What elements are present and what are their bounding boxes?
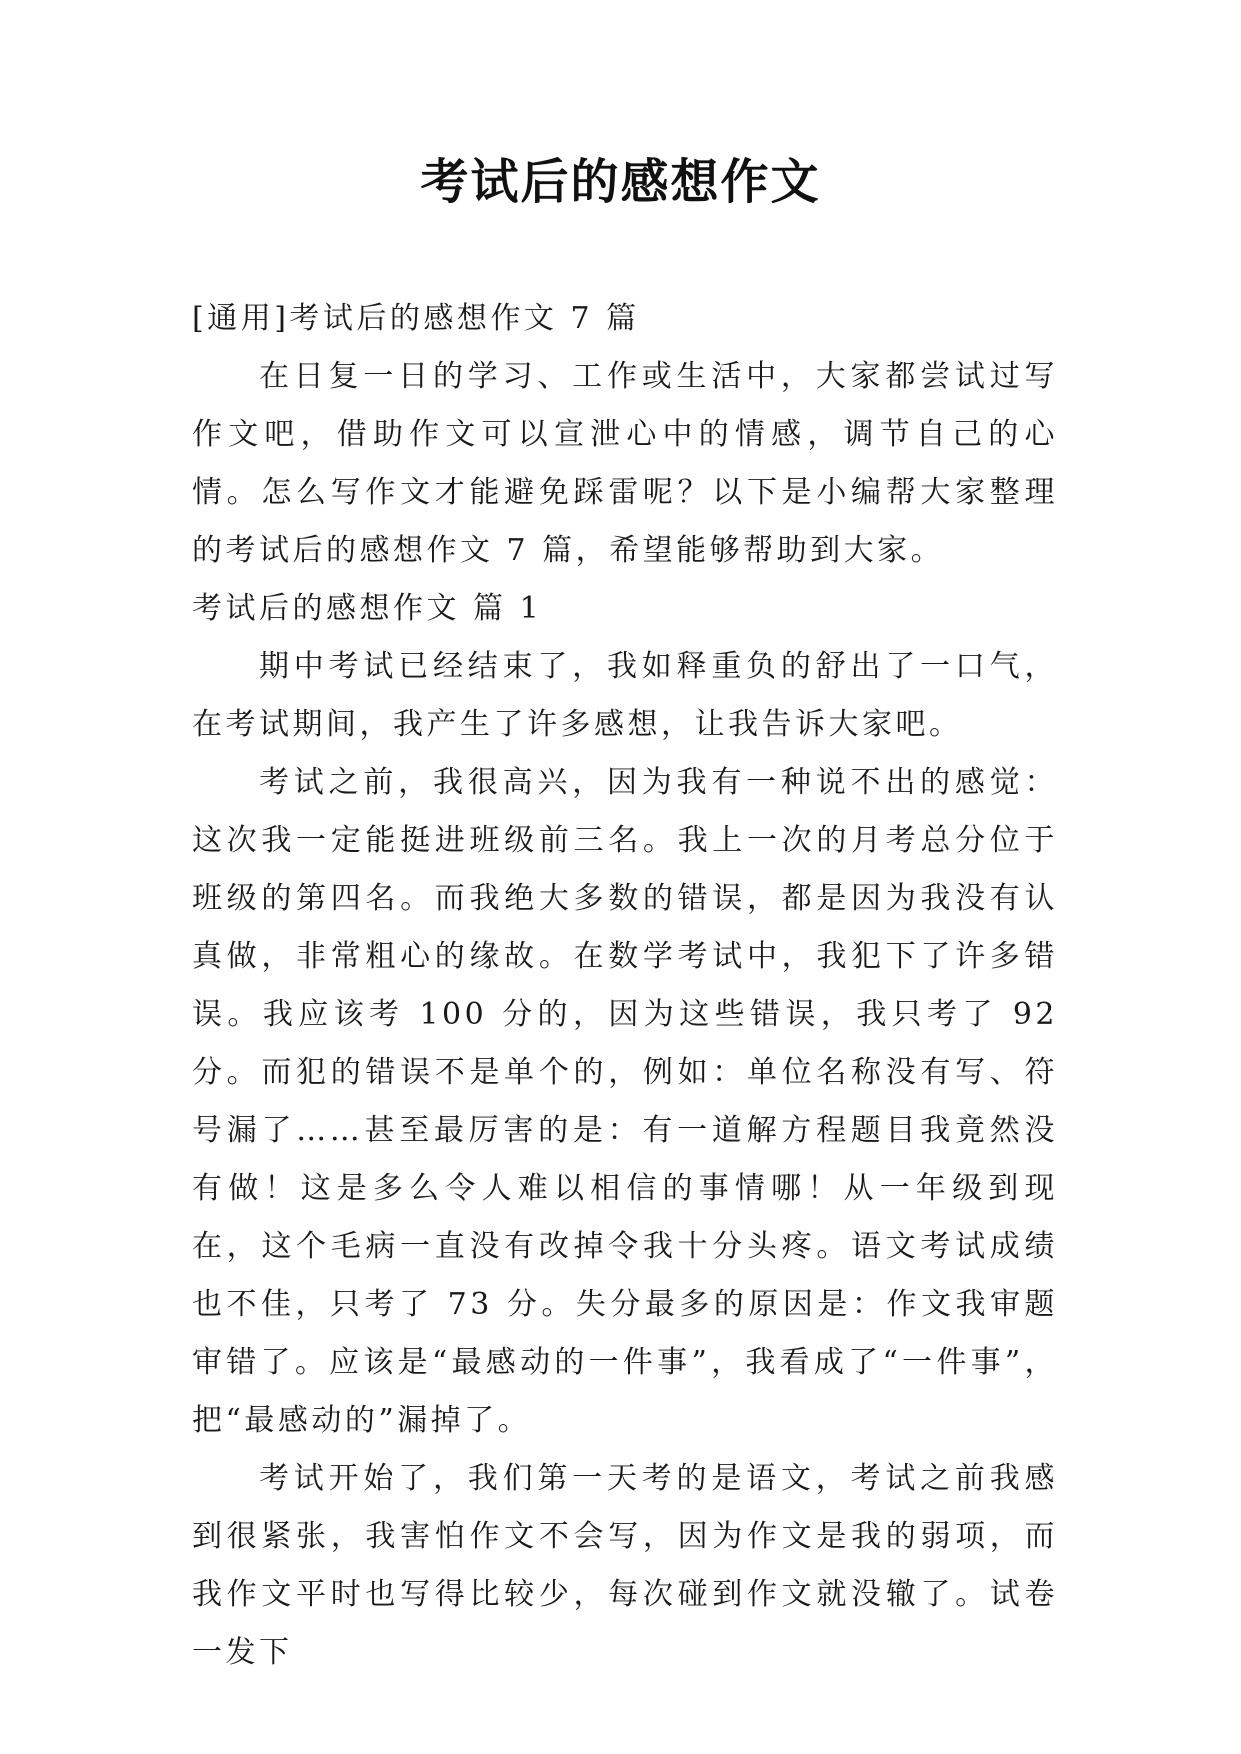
body-paragraph: 期中考试已经结束了，我如释重负的舒出了一口气，在考试期间，我产生了许多感想，让我告诉大家吧。	[192, 649, 1058, 742]
document-body	[192, 290, 1058, 1682]
body-paragraph: 考试之前，我很高兴，因为我有一种说不出的感觉：这次我一定能挺进班级前三名。我上一次的月考总分位于班级的第四名。而我绝大多数的错误，都是因为我没有认真做，非常粗心的缘故。在数学考试中，我犯下了许多错误。我应该考 100 分的，因为这些错误，我只考了 92 分。而犯的错误不是单个的，例如：单位名称没有写、符号漏了……甚至最厉害的是：有一道解方程题目我竟然没有做！这是多么令人难以相信的事情哪！从一年级到现在，这个毛病一直没有改掉令我十分头疼。语文考试成绩也不佳，只考了 73 分。失分最多的原因是：作文我审题审错了。应该是“最感动的一件事”，我看成了“一件事”，把“最感动的”漏掉了。	[192, 765, 1058, 1438]
document-title: 考试后的感想作文	[420, 154, 821, 210]
section-heading: 考试后的感想作文 篇 1	[192, 591, 543, 626]
document-subtitle: [通用]考试后的感想作文 7 篇	[192, 301, 640, 336]
body-paragraph: 考试开始了，我们第一天考的是语文，考试之前我感到很紧张，我害怕作文不会写，因为作文是我的弱项，而我作文平时也写得比较少，每次碰到作文就没辙了。试卷一发下	[192, 1461, 1058, 1670]
intro-paragraph: 在日复一日的学习、工作或生活中，大家都尝试过写作文吧，借助作文可以宣泄心中的情感，调节自己的心情。怎么写作文才能避免踩雷呢？以下是小编帮大家整理的考试后的感想作文 7 篇，希望能够帮助到大家。	[192, 359, 1058, 568]
